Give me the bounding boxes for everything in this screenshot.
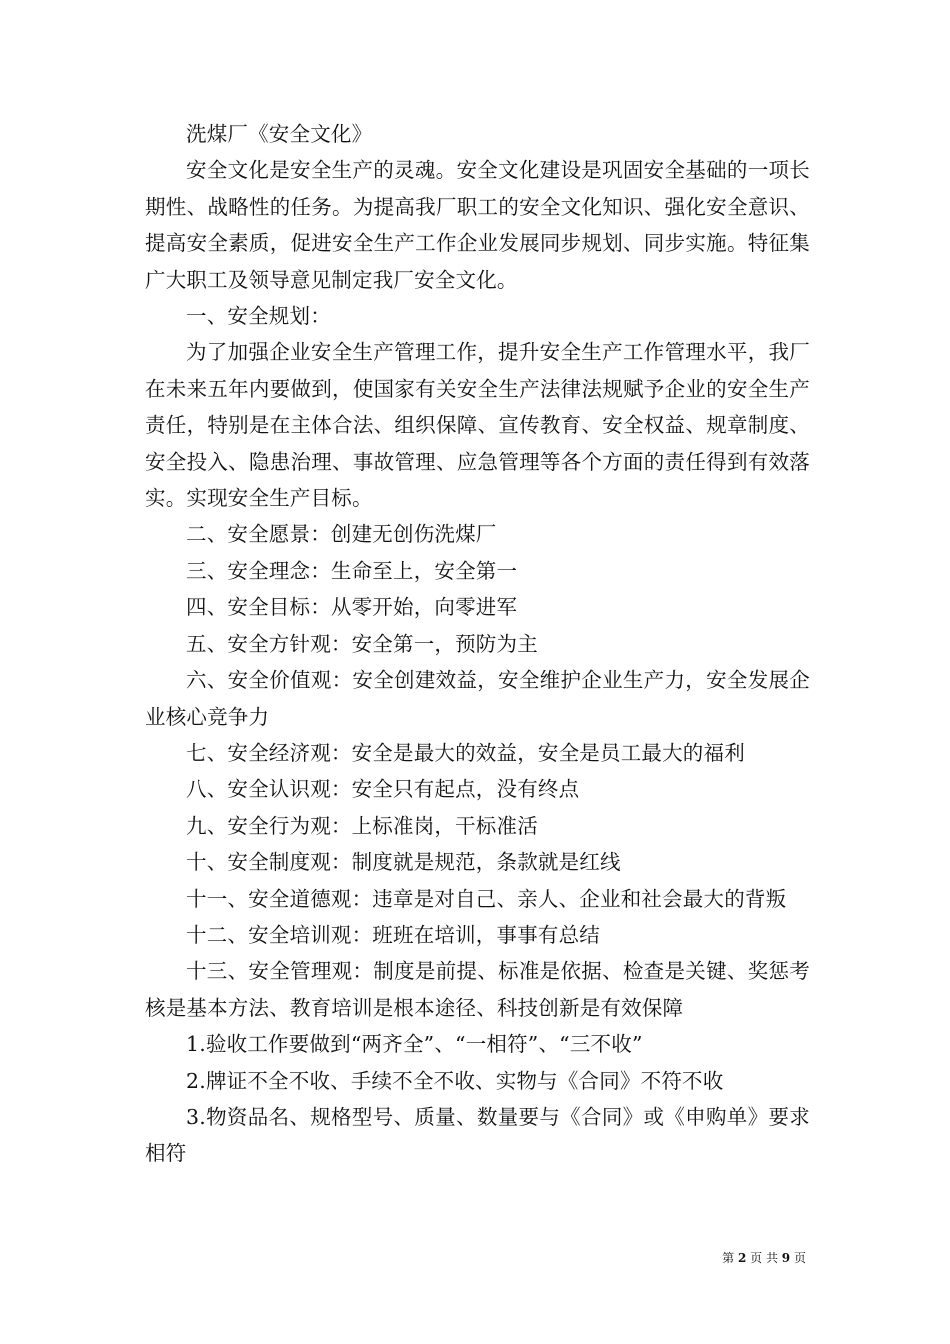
list-item: 三、安全理念：生命至上，安全第一	[186, 558, 518, 583]
list-item: 九、安全行为观：上标准岗，干标准活	[186, 813, 538, 838]
list-item: 五、安全方针观：安全第一，预防为主	[186, 631, 538, 656]
list-item: 八、安全认识观：安全只有起点，没有终点	[186, 777, 580, 802]
list-item: 十一、安全道德观：违章是对自己、亲人、企业和社会最大的背叛	[186, 886, 787, 911]
footer-suffix: 页	[793, 1251, 806, 1265]
document-title: 洗煤厂《安全文化》	[186, 122, 373, 146]
paragraph: 安全文化是安全生产的灵魂。安全文化建设是巩固安全基础的一项长期性、战略性的任务。为提高我厂职工的安全文化知识、强化安全意识、提高安全素质，促进安全生产工作企业发展同步规划、同步实施。特征集广大职工及领导意见制定我厂安全文化。	[145, 158, 810, 292]
footer-middle: 页 共	[750, 1251, 778, 1265]
list-item: 七、安全经济观：安全是最大的效益，安全是员工最大的福利	[186, 740, 745, 765]
list-item: 十、安全制度观：制度就是规范，条款就是红线	[186, 850, 621, 875]
list-item: 二、安全愿景：创建无创伤洗煤厂	[186, 522, 497, 547]
section-heading: 一、安全规划：	[186, 304, 331, 329]
list-item: 六、安全价值观：安全创建效益，安全维护企业生产力，安全发展企业核心竞争力	[145, 668, 810, 729]
paragraph: 为了加强企业安全生产管理工作，提升安全生产工作管理水平，我厂在未来五年内要做到，使国家有关安全生产法律法规赋予企业的安全生产责任，特别是在主体合法、组织保障、宣传教育、安全权益、规章制度、安全投入、隐患治理、事故管理、应急管理等各个方面的责任得到有效落实。实现安全生产目标。	[145, 340, 810, 511]
current-page-number: 2	[737, 1251, 747, 1265]
list-item: 四、安全目标：从零开始，向零进军	[186, 595, 518, 620]
numbered-item: 3.物资品名、规格型号、质量、数量要与《合同》或《申购单》要求相符	[145, 1104, 810, 1166]
total-pages-number: 9	[781, 1251, 791, 1265]
list-item: 十三、安全管理观：制度是前提、标准是依据、检查是关键、奖惩考核是基本方法、教育培训是根本途径、科技创新是有效保障	[145, 959, 810, 1020]
numbered-item: 1.验收工作要做到“两齐全”、“一相符”、“三不收”	[186, 1032, 643, 1057]
numbered-item: 2.牌证不全不收、手续不全不收、实物与《合同》不符不收	[186, 1068, 724, 1093]
footer-prefix: 第	[722, 1251, 735, 1265]
page-footer	[722, 1249, 806, 1266]
list-item: 十二、安全培训观：班班在培训，事事有总结	[186, 922, 600, 947]
document-body	[145, 116, 810, 1172]
